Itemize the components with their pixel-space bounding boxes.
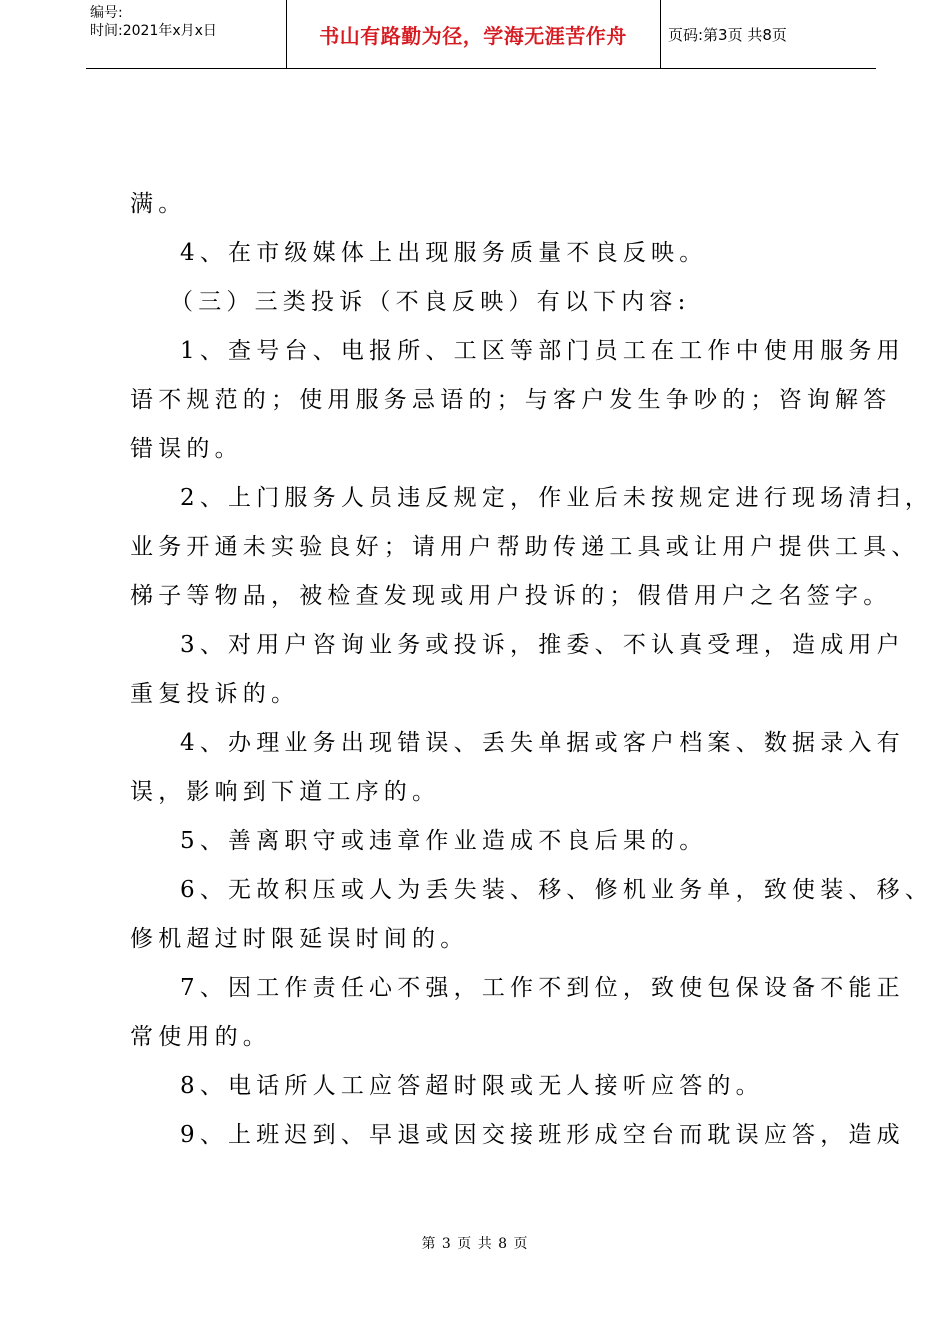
text-line: 4、办理业务出现错误、丢失单据或客户档案、数据录入有 [180,730,905,756]
text-line: 2、上门服务人员违反规定，作业后未按规定进行现场清扫， [180,485,934,511]
header-motto: 书山有路勤为径，学海无涯苦作舟 [319,23,627,48]
text-line: （三）三类投诉（不良反映）有以下内容: [170,289,691,315]
text-line: 5、善离职守或违章作业造成不良后果的。 [180,828,708,854]
text-line: 梯子等物品，被检查发现或用户投诉的；假借用户之名签字。 [130,583,892,609]
text-line: 4、在市级媒体上出现服务质量不良反映。 [180,240,708,266]
text-line: 3、对用户咨询业务或投诉，推委、不认真受理，造成用户 [180,632,905,658]
text-line: 修机超过时限延误时间的。 [130,926,469,952]
text-line: 7、因工作责任心不强，工作不到位，致使包保设备不能正 [180,975,905,1001]
text-line: 错误的。 [130,436,243,462]
text-line: 误，影响到下道工序的。 [130,779,441,805]
header-divider [660,0,661,68]
text-line: 9、上班迟到、早退或因交接班形成空台而耽误应答，造成 [180,1122,905,1148]
page-header [86,0,876,69]
text-line: 重复投诉的。 [130,681,300,707]
text-line: 常使用的。 [130,1024,271,1050]
text-line: 业务开通未实验良好；请用户帮助传递工具或让用户提供工具、 [130,534,920,560]
text-line: 语不规范的；使用服务忌语的；与客户发生争吵的；咨询解答 [130,387,892,413]
header-page-info: 页码:第3页 共8页 [668,25,787,44]
header-meta [86,0,286,68]
text-line: 8、电话所人工应答超时限或无人接听应答的。 [180,1073,764,1099]
number-label: 编号: [90,5,123,21]
text-line: 6、无故积压或人为丢失装、移、修机业务单，致使装、移、 [180,877,934,903]
document-body [130,180,934,1160]
text-line: 满。 [130,191,187,217]
time-label: 时间:2021年x月x日 [90,23,217,39]
page-footer: 第 3 页 共 8 页 [421,1236,529,1252]
text-line: 1、查号台、电报所、工区等部门员工在工作中使用服务用 [180,338,905,364]
